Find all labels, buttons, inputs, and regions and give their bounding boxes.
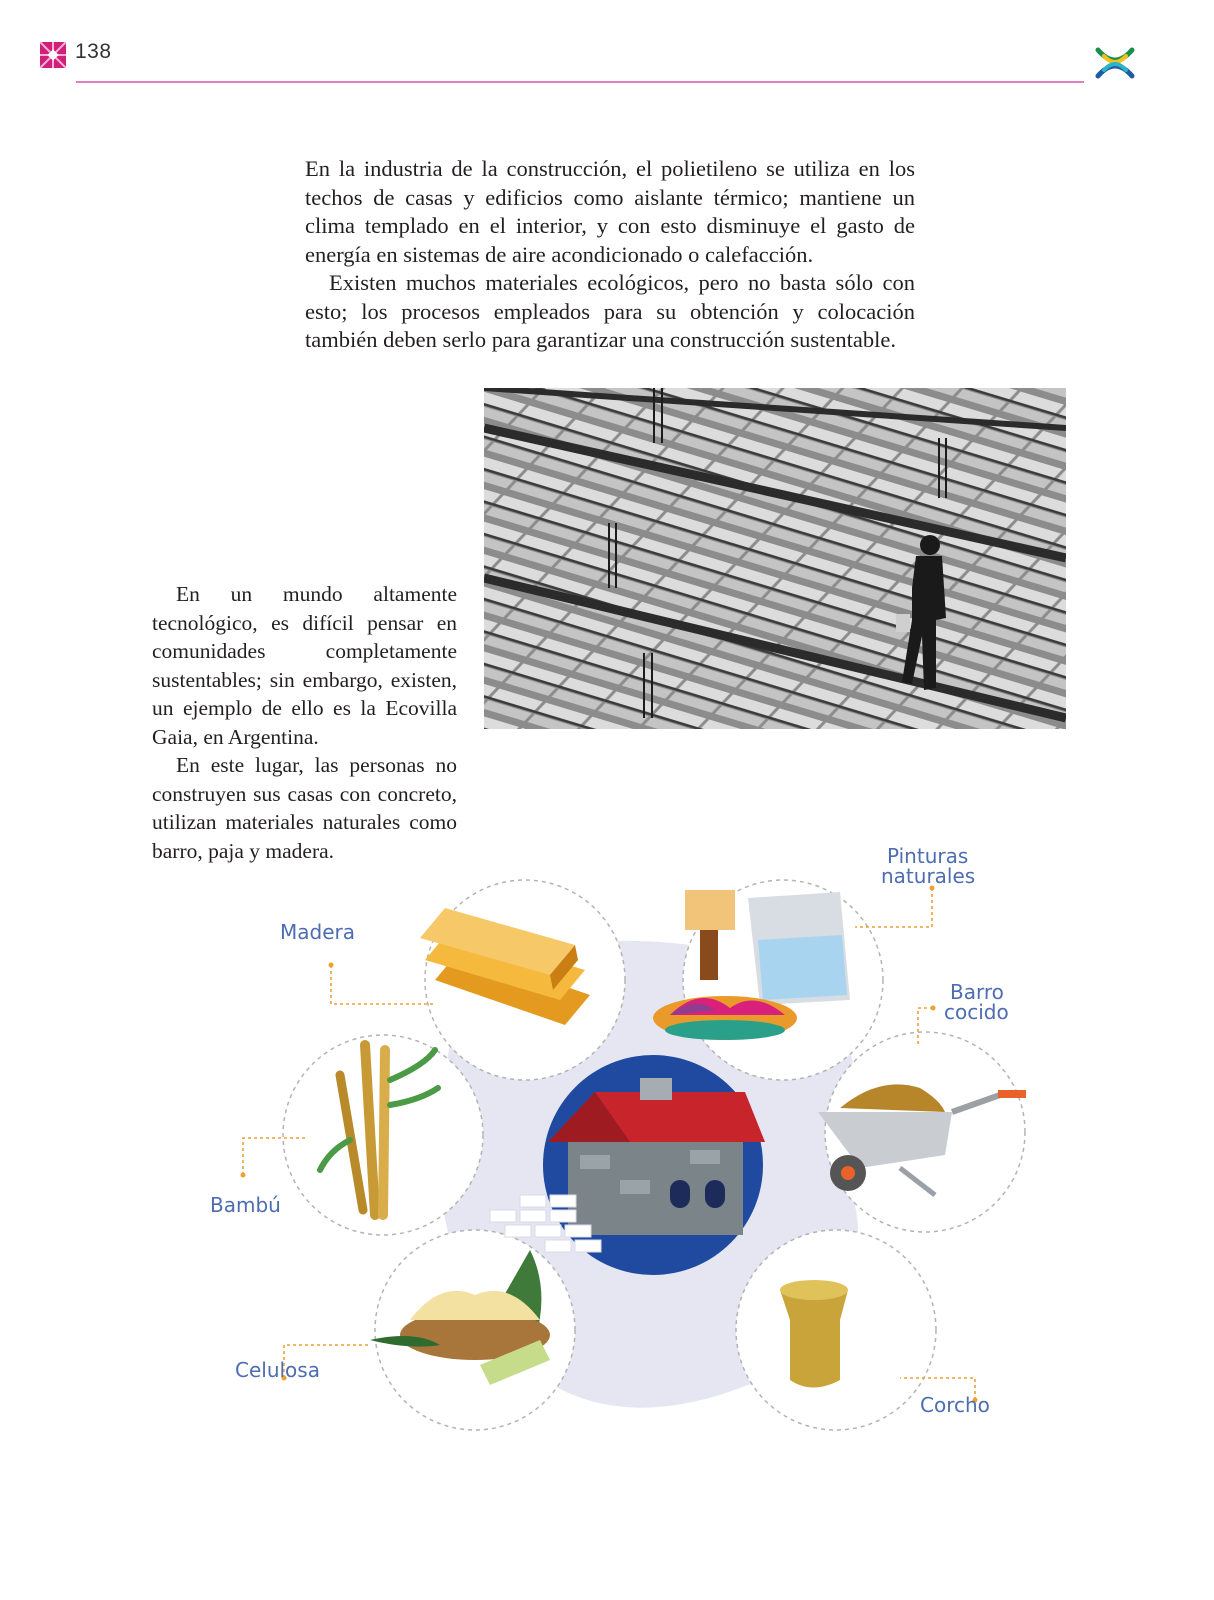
label-corcho: Corcho: [920, 1393, 990, 1417]
book-logo-icon: [1090, 38, 1140, 88]
header-rule: [76, 81, 1084, 83]
paragraph-materiales-ecologicos: Existen muchos materiales ecológicos, pero no basta sólo con esto; los procesos empleados para su obtención y colocación también deben serlo para garantizar una construcción sustentable.: [305, 270, 915, 352]
label-pinturas-line2: naturales: [881, 864, 976, 888]
construction-photo: [484, 388, 1066, 729]
corcho-icon: [780, 1280, 848, 1388]
sidebar-paragraph-materiales: En este lugar, las personas no construyen sus casas con concreto, utilizan materiales naturales como barro, paja y madera.: [152, 753, 457, 863]
page-number: 138: [75, 40, 112, 63]
sidebar-text: [152, 580, 457, 865]
label-barro-line1: Barro: [950, 980, 1004, 1004]
label-celulosa: Celulosa: [235, 1358, 320, 1382]
paragraph-polietileno: En la industria de la construcción, el polietileno se utiliza en los techos de casas y edificios como aislante térmico; mantiene un clima templado en el interior, y con esto disminuye el gasto de energía en sistemas de aire acondicionado o calefacción.: [305, 156, 915, 267]
header-pattern-icon: [40, 42, 66, 68]
label-barro-line2: cocido: [944, 1000, 1009, 1024]
label-madera: Madera: [280, 920, 355, 944]
main-text: [305, 155, 915, 355]
sidebar-paragraph-ecovilla: En un mundo altamente tecnológico, es difícil pensar en comunidades completamente sustentables; sin embargo, existen, un ejemplo de ello es la Ecovilla Gaia, en Argentina.: [152, 582, 457, 749]
label-pinturas-line1: Pinturas: [887, 844, 969, 868]
materials-diagram: [200, 844, 1100, 1470]
label-bambu: Bambú: [210, 1193, 281, 1217]
